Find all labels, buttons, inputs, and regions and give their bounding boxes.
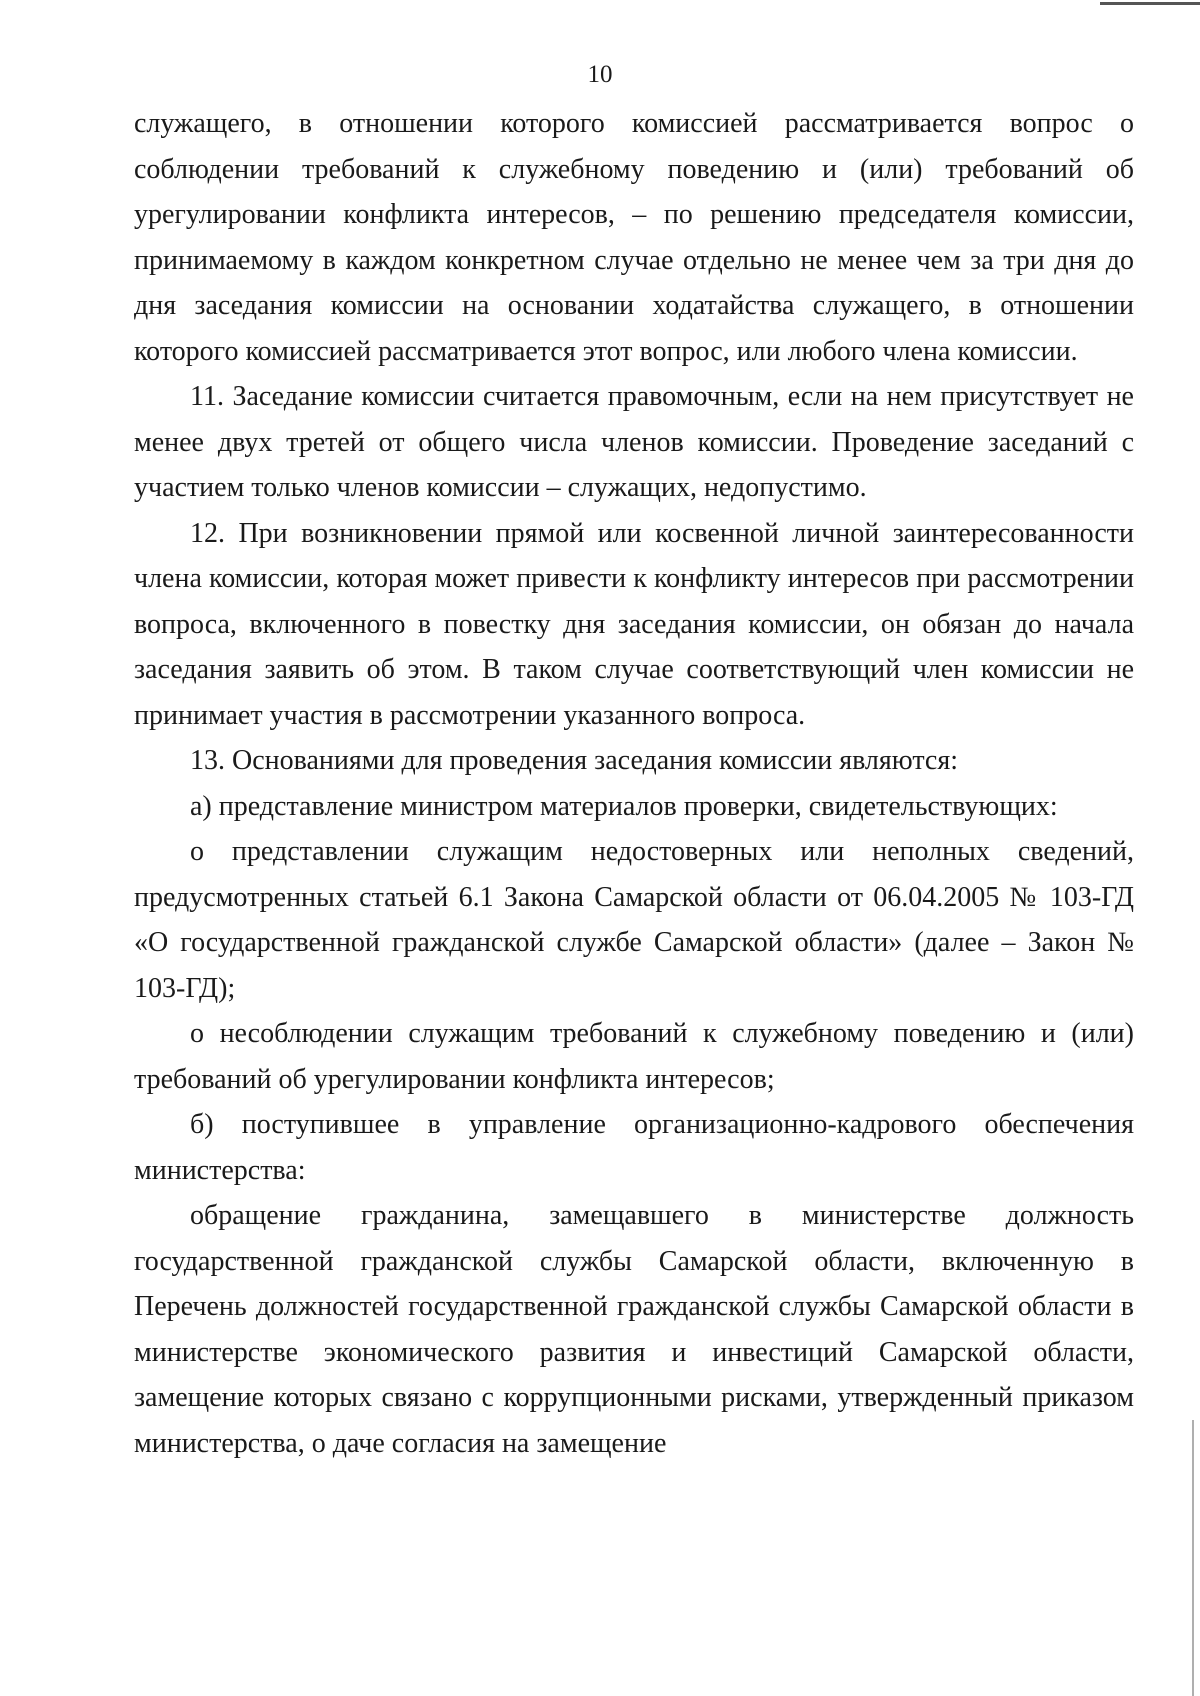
paragraph-13-a: а) представление министром материалов проверки, свидетельствующих: [190,790,1058,822]
paragraph-12: 12. При возникновении прямой или косвенной личной заинтересованности члена комиссии, которая может привести к конфликту интересов при рассмотрении вопроса, включенного в повестку дня заседания комиссии, он обязан до начала заседания заявить об этом. В таком случае соответствующий член комиссии не принимает участия в рассмотрении указанного вопроса. [134,517,1134,731]
paragraph-11: 11. Заседание комиссии считается правомочным, если на нем присутствует не менее двух третей от общего числа членов комиссии. Проведение заседаний с участием только членов комиссии – служащих, недопустимо. [134,381,1134,503]
paragraph-continuation: служащего, в отношении которого комиссией рассматривается вопрос о соблюдении требований к служебному поведению и (или) требований об урегулировании конфликта интересов, – по решению председателя комиссии, принимаемому в каждом конкретном случае отдельно не менее чем за три дня до дня заседания комиссии на основании ходатайства служащего, в отношении которого комиссией рассматривается этот вопрос, или любого члена комиссии. [134,108,1134,367]
scan-edge-mark [1192,1420,1194,1696]
paragraph-13-b: б) поступившее в управление организационно-кадрового обеспечения министерства: [134,1109,1134,1186]
paragraph-13-a-item-1: о представлении служащим недостоверных или неполных сведений, предусмотренных статьей 6.1 Закона Самарской области от 06.04.2005 № 103-ГД «О государственной гражданской службе Самарской области» (далее – Закон № 103-ГД); [134,836,1134,1004]
document-body [134,101,1134,1466]
paragraph-13-b-item-1: обращение гражданина, замещавшего в министерстве должность государственной гражданской службы Самарской области, включенную в Перечень должностей государственной гражданской службы Самарской области в министерстве экономического развития и инвестиций Самарской области, замещение которых связано с коррупционными рисками, утвержденный приказом министерства, о даче согласия на замещение [134,1200,1134,1459]
paragraph-13-a-item-2: о несоблюдении служащим требований к служебному поведению и (или) требований об урегулировании конфликта интересов; [134,1018,1134,1095]
page-number: 10 [587,61,613,88]
scan-edge-mark [1100,2,1200,5]
paragraph-13: 13. Основаниями для проведения заседания комиссии являются: [190,745,958,776]
